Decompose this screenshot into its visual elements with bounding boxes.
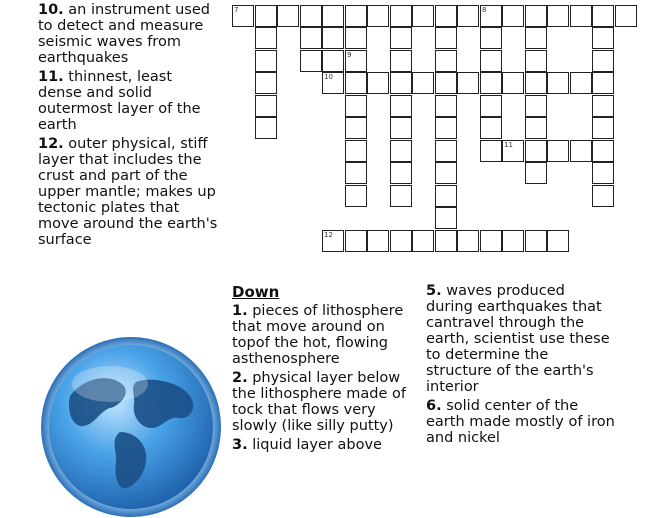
grid-cell[interactable] bbox=[390, 5, 412, 27]
grid-cell[interactable] bbox=[322, 230, 344, 252]
grid-cell[interactable] bbox=[592, 5, 614, 27]
grid-cell[interactable] bbox=[525, 95, 547, 117]
grid-cell[interactable] bbox=[435, 207, 457, 229]
grid-cell[interactable] bbox=[390, 230, 412, 252]
grid-cell[interactable] bbox=[592, 117, 614, 139]
grid-cell[interactable] bbox=[345, 50, 367, 72]
grid-cell[interactable] bbox=[457, 5, 479, 27]
grid-cell[interactable] bbox=[412, 5, 434, 27]
cell-number: 12 bbox=[324, 231, 333, 239]
down-clues-col2 bbox=[426, 283, 616, 449]
clue-across-11: 11. thinnest, least dense and solid outermost layer of the earth bbox=[38, 69, 201, 133]
grid-cell[interactable] bbox=[412, 230, 434, 252]
grid-cell[interactable] bbox=[345, 72, 367, 94]
cell-number: 10 bbox=[324, 73, 333, 81]
grid-cell[interactable] bbox=[592, 185, 614, 207]
grid-cell[interactable] bbox=[255, 50, 277, 72]
grid-cell[interactable] bbox=[435, 117, 457, 139]
clue-down-3: 3. liquid layer above bbox=[232, 437, 382, 453]
grid-cell[interactable] bbox=[255, 95, 277, 117]
grid-cell[interactable] bbox=[345, 95, 367, 117]
grid-cell[interactable] bbox=[367, 5, 389, 27]
grid-cell[interactable] bbox=[592, 162, 614, 184]
clue-down-6: 6. solid center of the earth made mostly of iron and nickel bbox=[426, 398, 615, 446]
grid-cell[interactable] bbox=[525, 117, 547, 139]
grid-cell[interactable] bbox=[367, 230, 389, 252]
grid-cell[interactable] bbox=[345, 117, 367, 139]
down-heading: Down bbox=[232, 283, 280, 301]
clue-down-1: 1. pieces of lithosphere that move around on topof the hot, flowing asthenosphere bbox=[232, 303, 404, 367]
globe-icon bbox=[40, 336, 222, 518]
grid-cell[interactable] bbox=[435, 95, 457, 117]
grid-cell[interactable] bbox=[502, 72, 524, 94]
grid-cell[interactable] bbox=[480, 50, 502, 72]
grid-cell[interactable] bbox=[345, 27, 367, 49]
grid-cell[interactable] bbox=[300, 5, 322, 27]
grid-cell[interactable] bbox=[390, 50, 412, 72]
grid-cell[interactable] bbox=[547, 140, 569, 162]
grid-cell[interactable] bbox=[502, 5, 524, 27]
grid-cell[interactable] bbox=[480, 140, 502, 162]
grid-cell[interactable] bbox=[570, 140, 592, 162]
clue-down-5: 5. waves produced during earthquakes that cantravel through the earth, scientist use these to determine the structure of the earth's interior bbox=[426, 283, 610, 395]
grid-cell[interactable] bbox=[390, 185, 412, 207]
grid-cell[interactable] bbox=[255, 27, 277, 49]
grid-cell[interactable] bbox=[435, 72, 457, 94]
grid-cell[interactable] bbox=[367, 72, 389, 94]
grid-cell[interactable] bbox=[435, 162, 457, 184]
clue-across-12: 12. outer physical, stiff layer that includes the crust and part of the upper mantle; makes up tectonic plates that move around the earth's surface bbox=[38, 136, 218, 248]
grid-cell[interactable] bbox=[547, 72, 569, 94]
grid-cell[interactable] bbox=[592, 140, 614, 162]
grid-cell[interactable] bbox=[480, 230, 502, 252]
grid-cell[interactable] bbox=[390, 117, 412, 139]
grid-cell[interactable] bbox=[457, 230, 479, 252]
grid-cell[interactable] bbox=[435, 230, 457, 252]
grid-cell[interactable] bbox=[592, 50, 614, 72]
grid-cell[interactable] bbox=[570, 5, 592, 27]
grid-cell[interactable] bbox=[390, 27, 412, 49]
grid-cell[interactable] bbox=[322, 5, 344, 27]
grid-cell[interactable] bbox=[435, 27, 457, 49]
grid-cell[interactable] bbox=[345, 5, 367, 27]
grid-cell[interactable] bbox=[232, 5, 254, 27]
grid-cell[interactable] bbox=[255, 72, 277, 94]
grid-cell[interactable] bbox=[435, 185, 457, 207]
grid-cell[interactable] bbox=[480, 72, 502, 94]
grid-cell[interactable] bbox=[322, 72, 344, 94]
grid-cell[interactable] bbox=[525, 50, 547, 72]
grid-cell[interactable] bbox=[502, 230, 524, 252]
down-clues-col1 bbox=[232, 303, 414, 456]
grid-cell[interactable] bbox=[322, 50, 344, 72]
grid-cell[interactable] bbox=[255, 117, 277, 139]
grid-cell[interactable] bbox=[390, 140, 412, 162]
grid-cell[interactable] bbox=[390, 72, 412, 94]
grid-cell[interactable] bbox=[480, 5, 502, 27]
clue-down-2: 2. physical layer below the lithosphere made of tock that flows very slowly (like silly putty) bbox=[232, 370, 406, 434]
grid-cell[interactable] bbox=[345, 140, 367, 162]
grid-cell[interactable] bbox=[300, 27, 322, 49]
grid-cell[interactable] bbox=[277, 5, 299, 27]
grid-cell[interactable] bbox=[390, 162, 412, 184]
grid-cell[interactable] bbox=[345, 162, 367, 184]
cell-number: 9 bbox=[347, 51, 352, 59]
grid-cell[interactable] bbox=[525, 5, 547, 27]
cell-number: 11 bbox=[504, 141, 513, 149]
grid-cell[interactable] bbox=[322, 27, 344, 49]
grid-cell[interactable] bbox=[480, 95, 502, 117]
grid-cell[interactable] bbox=[435, 140, 457, 162]
grid-cell[interactable] bbox=[547, 5, 569, 27]
grid-cell[interactable] bbox=[480, 27, 502, 49]
grid-cell[interactable] bbox=[525, 140, 547, 162]
grid-cell[interactable] bbox=[592, 27, 614, 49]
grid-cell[interactable] bbox=[592, 95, 614, 117]
cell-number: 7 bbox=[234, 6, 239, 14]
grid-cell[interactable] bbox=[480, 117, 502, 139]
grid-cell[interactable] bbox=[502, 140, 524, 162]
grid-cell[interactable] bbox=[435, 5, 457, 27]
cell-number: 8 bbox=[482, 6, 487, 14]
grid-cell[interactable] bbox=[525, 162, 547, 184]
grid-cell[interactable] bbox=[547, 230, 569, 252]
grid-cell[interactable] bbox=[525, 72, 547, 94]
grid-cell[interactable] bbox=[525, 27, 547, 49]
grid-cell[interactable] bbox=[592, 72, 614, 94]
clue-across-10: 10. an instrument used to detect and measure seismic waves from earthquakes bbox=[38, 2, 210, 66]
grid-cell[interactable] bbox=[345, 230, 367, 252]
grid-cell[interactable] bbox=[525, 230, 547, 252]
grid-cell[interactable] bbox=[615, 5, 637, 27]
grid-cell[interactable] bbox=[390, 95, 412, 117]
grid-cell[interactable] bbox=[345, 185, 367, 207]
grid-cell[interactable] bbox=[570, 72, 592, 94]
grid-cell[interactable] bbox=[412, 72, 434, 94]
grid-cell[interactable] bbox=[300, 50, 322, 72]
grid-cell[interactable] bbox=[435, 50, 457, 72]
grid-cell[interactable] bbox=[457, 72, 479, 94]
grid-cell[interactable] bbox=[255, 5, 277, 27]
